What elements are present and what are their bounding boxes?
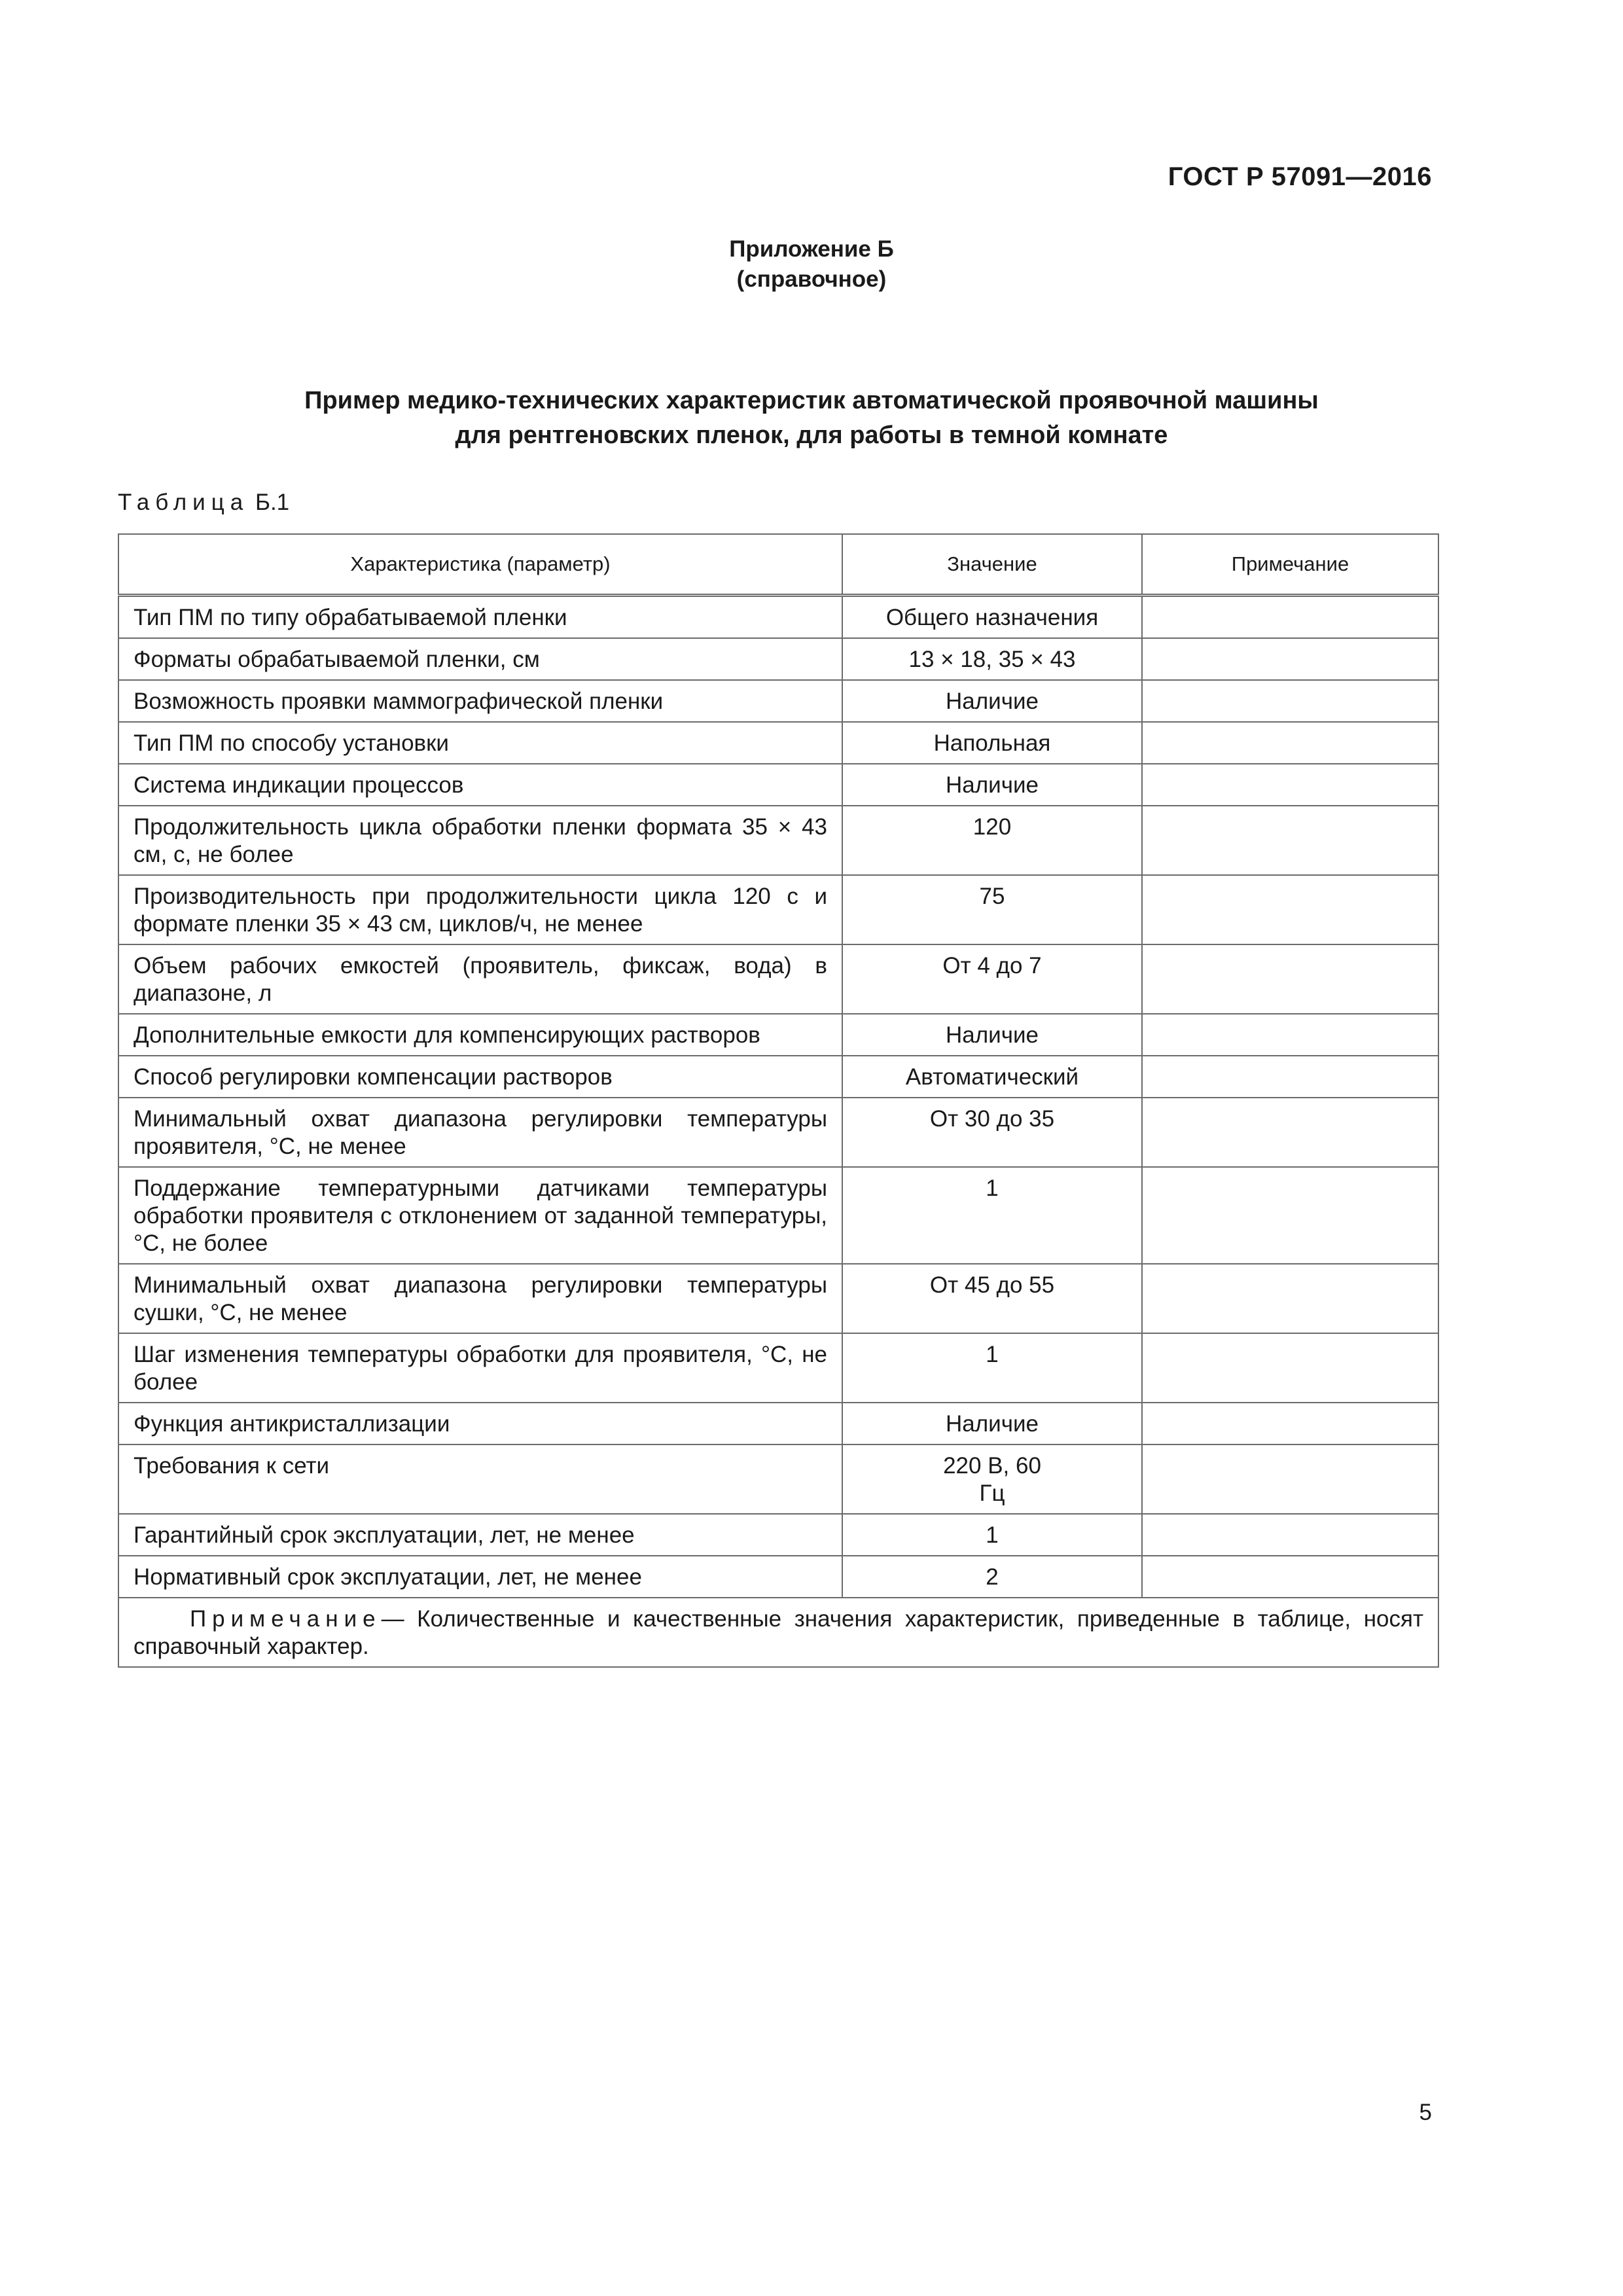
page-number: 5: [1419, 2100, 1432, 2125]
specification-table: [118, 533, 1439, 1668]
row-note: [1142, 1014, 1438, 1056]
row-note: [1142, 806, 1438, 875]
annex-heading: [0, 234, 1623, 295]
row-value: 75: [842, 875, 1142, 944]
table-row: [118, 1264, 1438, 1333]
row-parameter: Гарантийный срок эксплуатации, лет, не менее: [118, 1514, 842, 1556]
row-parameter: Тип ПМ по типу обрабатываемой пленки: [118, 596, 842, 639]
table-row: [118, 764, 1438, 806]
table-row: [118, 1167, 1438, 1264]
row-note: [1142, 1514, 1438, 1556]
row-note: [1142, 1264, 1438, 1333]
row-value: [842, 1444, 1142, 1514]
row-parameter: Производительность при продолжительности цикла 120 с и формате пленки 35 × 43 см, циклов/ч, не менее: [118, 875, 842, 944]
table-row: [118, 1403, 1438, 1444]
row-value: Напольная: [842, 722, 1142, 764]
row-value-text: 220 В, 60 Гц: [943, 1453, 1041, 1506]
row-parameter: Тип ПМ по способу установки: [118, 722, 842, 764]
row-value: 13 × 18, 35 × 43: [842, 638, 1142, 680]
table-caption-number: Б.1: [255, 490, 290, 515]
row-parameter: Нормативный срок эксплуатации, лет, не менее: [118, 1556, 842, 1598]
table-row: [118, 1514, 1438, 1556]
row-parameter: Функция антикристаллизации: [118, 1403, 842, 1444]
table-row: [118, 1444, 1438, 1514]
row-parameter: Система индикации процессов: [118, 764, 842, 806]
row-value: 1: [842, 1514, 1142, 1556]
row-note: [1142, 944, 1438, 1014]
table-row: [118, 722, 1438, 764]
row-note: [1142, 875, 1438, 944]
document-title-line-1: Пример медико-технических характеристик автоматической проявочной машины: [304, 387, 1319, 414]
annex-label: Приложение Б: [729, 236, 894, 262]
row-parameter: Требования к сети: [118, 1444, 842, 1514]
table-row: [118, 1333, 1438, 1403]
row-parameter: Возможность проявки маммографической пленки: [118, 680, 842, 722]
row-note: [1142, 1556, 1438, 1598]
header-note: Примечание: [1142, 534, 1438, 596]
table-row: [118, 1014, 1438, 1056]
row-parameter: Объем рабочих емкостей (проявитель, фиксаж, вода) в диапазоне, л: [118, 944, 842, 1014]
row-note: [1142, 1333, 1438, 1403]
table-row: [118, 638, 1438, 680]
table-row: [118, 1556, 1438, 1598]
document-title-line-2: для рентгеновских пленок, для работы в темной комнате: [455, 422, 1168, 449]
header-characteristic: Характеристика (параметр): [118, 534, 842, 596]
table-caption: [118, 490, 289, 516]
table-footnote-row: [118, 1598, 1438, 1667]
header-value: Значение: [842, 534, 1142, 596]
table-row: [118, 680, 1438, 722]
row-note: [1142, 638, 1438, 680]
row-note: [1142, 1167, 1438, 1264]
document-title: [0, 384, 1623, 453]
table-row: [118, 944, 1438, 1014]
row-note: [1142, 680, 1438, 722]
row-value: От 30 до 35: [842, 1098, 1142, 1167]
table-caption-word: Таблица: [118, 490, 249, 515]
table-row: [118, 875, 1438, 944]
row-value: 2: [842, 1556, 1142, 1598]
table-header-row: [118, 534, 1438, 596]
row-value: Общего назначения: [842, 596, 1142, 639]
footnote-label: Примечание: [190, 1606, 382, 1632]
table-row: [118, 596, 1438, 639]
row-value: 120: [842, 806, 1142, 875]
row-note: [1142, 1056, 1438, 1098]
row-value: Наличие: [842, 1403, 1142, 1444]
row-value: Наличие: [842, 680, 1142, 722]
row-parameter: Минимальный охват диапазона регулировки температуры проявителя, °С, не менее: [118, 1098, 842, 1167]
table-row: [118, 1098, 1438, 1167]
row-parameter: Минимальный охват диапазона регулировки температуры сушки, °С, не менее: [118, 1264, 842, 1333]
row-note: [1142, 1098, 1438, 1167]
table-row: [118, 806, 1438, 875]
row-parameter: Способ регулировки компенсации растворов: [118, 1056, 842, 1098]
row-note: [1142, 1444, 1438, 1514]
table-footnote: [118, 1598, 1438, 1667]
table-row: [118, 1056, 1438, 1098]
row-note: [1142, 764, 1438, 806]
row-value: Наличие: [842, 1014, 1142, 1056]
annex-type: (справочное): [736, 266, 887, 292]
row-note: [1142, 596, 1438, 639]
row-value: Автоматический: [842, 1056, 1142, 1098]
row-parameter: Шаг изменения температуры обработки для проявителя, °С, не более: [118, 1333, 842, 1403]
row-parameter: Форматы обрабатываемой пленки, см: [118, 638, 842, 680]
row-value: Наличие: [842, 764, 1142, 806]
row-value: От 4 до 7: [842, 944, 1142, 1014]
row-value: 1: [842, 1333, 1142, 1403]
row-parameter: Дополнительные емкости для компенсирующих растворов: [118, 1014, 842, 1056]
row-value: 1: [842, 1167, 1142, 1264]
document-code: ГОСТ Р 57091—2016: [1168, 162, 1432, 191]
row-note: [1142, 722, 1438, 764]
row-parameter: Продолжительность цикла обработки пленки формата 35 × 43 см, с, не более: [118, 806, 842, 875]
row-parameter: Поддержание температурными датчиками температуры обработки проявителя с отклонением от заданной температуры, °С, не более: [118, 1167, 842, 1264]
row-note: [1142, 1403, 1438, 1444]
footnote-text: — Количественные и качественные значения характеристик, приведенные в таблице, носят справочный характер.: [134, 1606, 1423, 1659]
row-value: От 45 до 55: [842, 1264, 1142, 1333]
